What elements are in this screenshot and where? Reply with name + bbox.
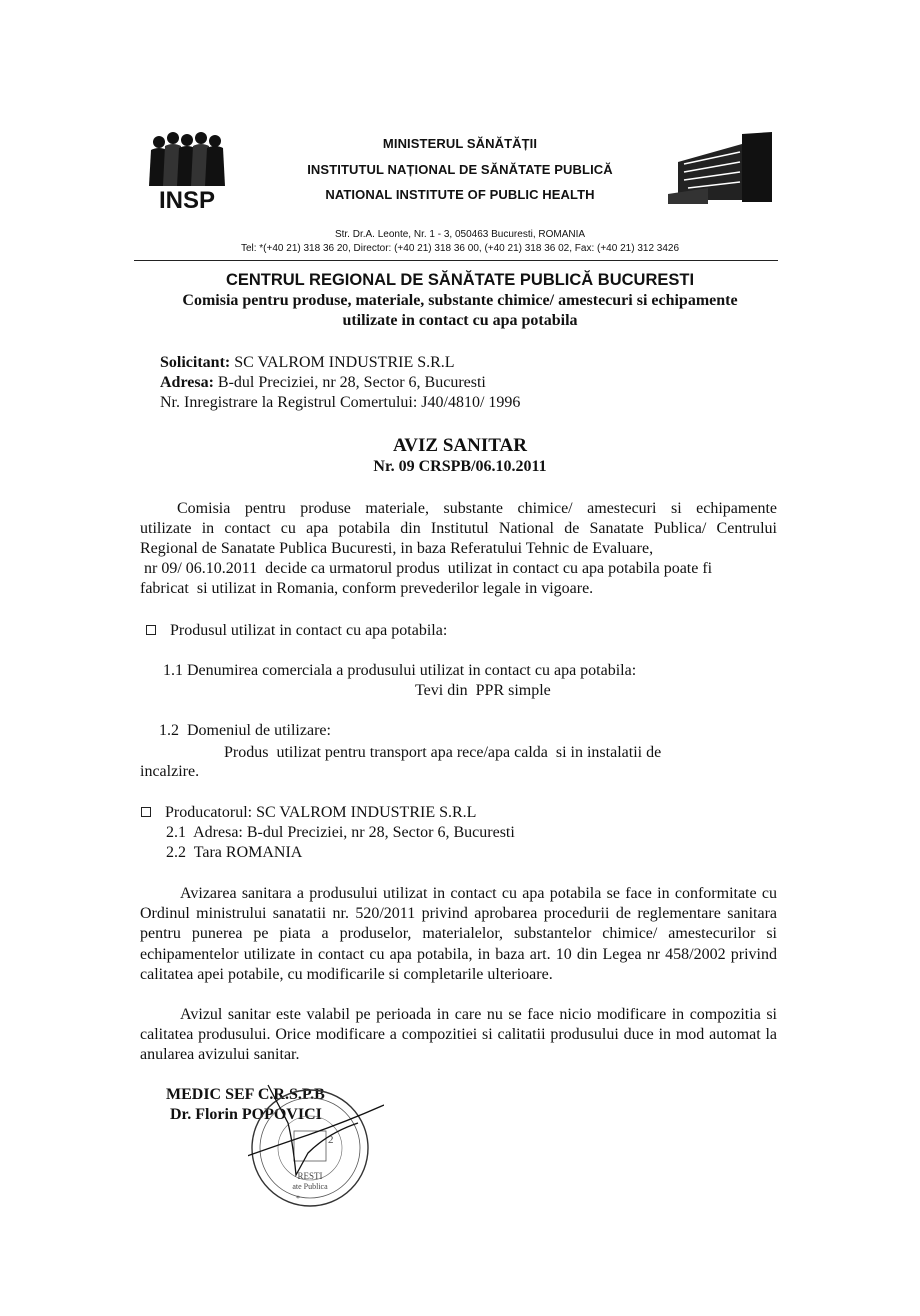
section-product [146, 621, 447, 641]
intro-line: Regional de Sanatate Publica Bucuresti, in baza Referatului Tehnic de Evaluare, [140, 540, 654, 557]
usage-domain-label: 1.2 Domeniul de utilizare: [159, 722, 331, 739]
svg-text:ate Publica: ate Publica [292, 1182, 328, 1191]
usage-domain-value: Produs utilizat pentru transport apa rece/apa calda si in instalatii de [224, 744, 662, 761]
adresa-line [160, 373, 486, 393]
solicitant-label: Solicitant: [160, 354, 231, 371]
section-product-heading: Produsul utilizat in contact cu apa potabila: [170, 622, 448, 639]
intro-line: nr 09/ 06.10.2011 decide ca urmatorul produs utilizat in contact cu apa potabila poate fi [140, 560, 713, 577]
adresa-value: B-dul Preciziei, nr 28, Sector 6, Bucuresti [213, 374, 486, 391]
notice-title: AVIZ SANITAR [393, 435, 527, 456]
adresa-label: Adresa: [160, 374, 214, 391]
solicitant-value: SC VALROM INDUSTRIE S.R.L [230, 354, 455, 371]
intro-line: fabricat si utilizat in Romania, conform prevederilor legale in vigoare. [140, 580, 594, 597]
svg-text:INSP: INSP [158, 187, 216, 210]
producer-address: 2.1 Adresa: B-dul Preciziei, nr 28, Sector 6, Bucuresti [166, 824, 515, 841]
commission-line-2: utilizate in contact cu apa potabila [342, 312, 578, 329]
official-stamp-icon [248, 1083, 384, 1213]
producer-country: 2.2 Tara ROMANIA [166, 844, 303, 861]
checkbox-bullet-icon [141, 807, 151, 817]
producer-heading: Producatorul: SC VALROM INDUSTRIE S.R.L [165, 804, 477, 821]
institute-name-en: NATIONAL INSTITUTE OF PUBLIC HEALTH [325, 187, 595, 202]
signatory-name: Dr. Florin POPOVICI [170, 1106, 322, 1123]
checkbox-bullet-icon [146, 625, 156, 635]
notice-number: Nr. 09 CRSPB/06.10.2011 [373, 458, 547, 475]
regional-center-title: CENTRUL REGIONAL DE SĂNĂTATE PUBLICĂ BUCURESTI [225, 271, 695, 289]
svg-text:2: 2 [328, 1134, 334, 1146]
registration-number: Nr. Inregistrare la Registrul Comertului: J40/4810/ 1996 [160, 394, 521, 411]
solicitant-line [160, 353, 455, 373]
institute-phones: Tel: *(+40 21) 318 36 20, Director: (+40 21) 318 36 00, (+40 21) 318 36 02, Fax: (+40 21) 312 3426 [240, 243, 680, 254]
institute-name-ro: INSTITUTUL NAȚIONAL DE SĂNĂTATE PUBLICĂ [307, 162, 613, 177]
intro-line: Comisia pentru produse materiale, substante chimice/ amestecuri si echipamente [177, 500, 777, 517]
ministry-name: MINISTERUL SĂNĂTĂȚII [382, 136, 538, 151]
commercial-name-value: Tevi din PPR simple [415, 682, 551, 699]
intro-paragraph [140, 499, 777, 599]
institute-address: Str. Dr.A. Leonte, Nr. 1 - 3, 050463 Bucuresti, ROMANIA [334, 229, 586, 240]
usage-domain-value-cont: incalzire. [140, 763, 200, 780]
svg-text:RESTI: RESTI [297, 1171, 323, 1181]
commercial-name-label: 1.1 Denumirea comerciala a produsului utilizat in contact cu apa potabila: [163, 662, 637, 679]
legal-paragraph-2: Avizul sanitar este valabil pe perioada in care nu se face nicio modificare in compozitia si calitatea produsului. Orice modificare a compozitiei si calitatii produsului duce in mod automat la anularea avizului sanitar. [140, 1006, 777, 1064]
signatory-title: MEDIC SEF C.R.S.P.B [166, 1086, 325, 1103]
commission-line-1: Comisia pentru produse, materiale, substante chimice/ amestecuri si echipamente [182, 292, 738, 309]
intro-line: utilizate in contact cu apa potabila din Institutul National de Sanatate Publica/ Centrului [140, 520, 777, 537]
header-divider [134, 260, 778, 261]
legal-paragraph-1: Avizarea sanitara a produsului utilizat in contact cu apa potabila se face in conformitate cu Ordinul ministrului sanatatii nr. 520/2011 privind aprobarea procedurii de reglementare sanitara pentru punerea pe piata a produselor, materialelor, substantelor chimice/ amestecurilor si echipamentelor utilizate in contact cu apa potabila, in baza art. 10 din Legea nr 458/2002 privind calitatea apei potabile, cu modificarile si completarile ulterioare. [140, 885, 777, 983]
section-producer [141, 803, 476, 823]
svg-text:*: * [296, 1194, 300, 1203]
